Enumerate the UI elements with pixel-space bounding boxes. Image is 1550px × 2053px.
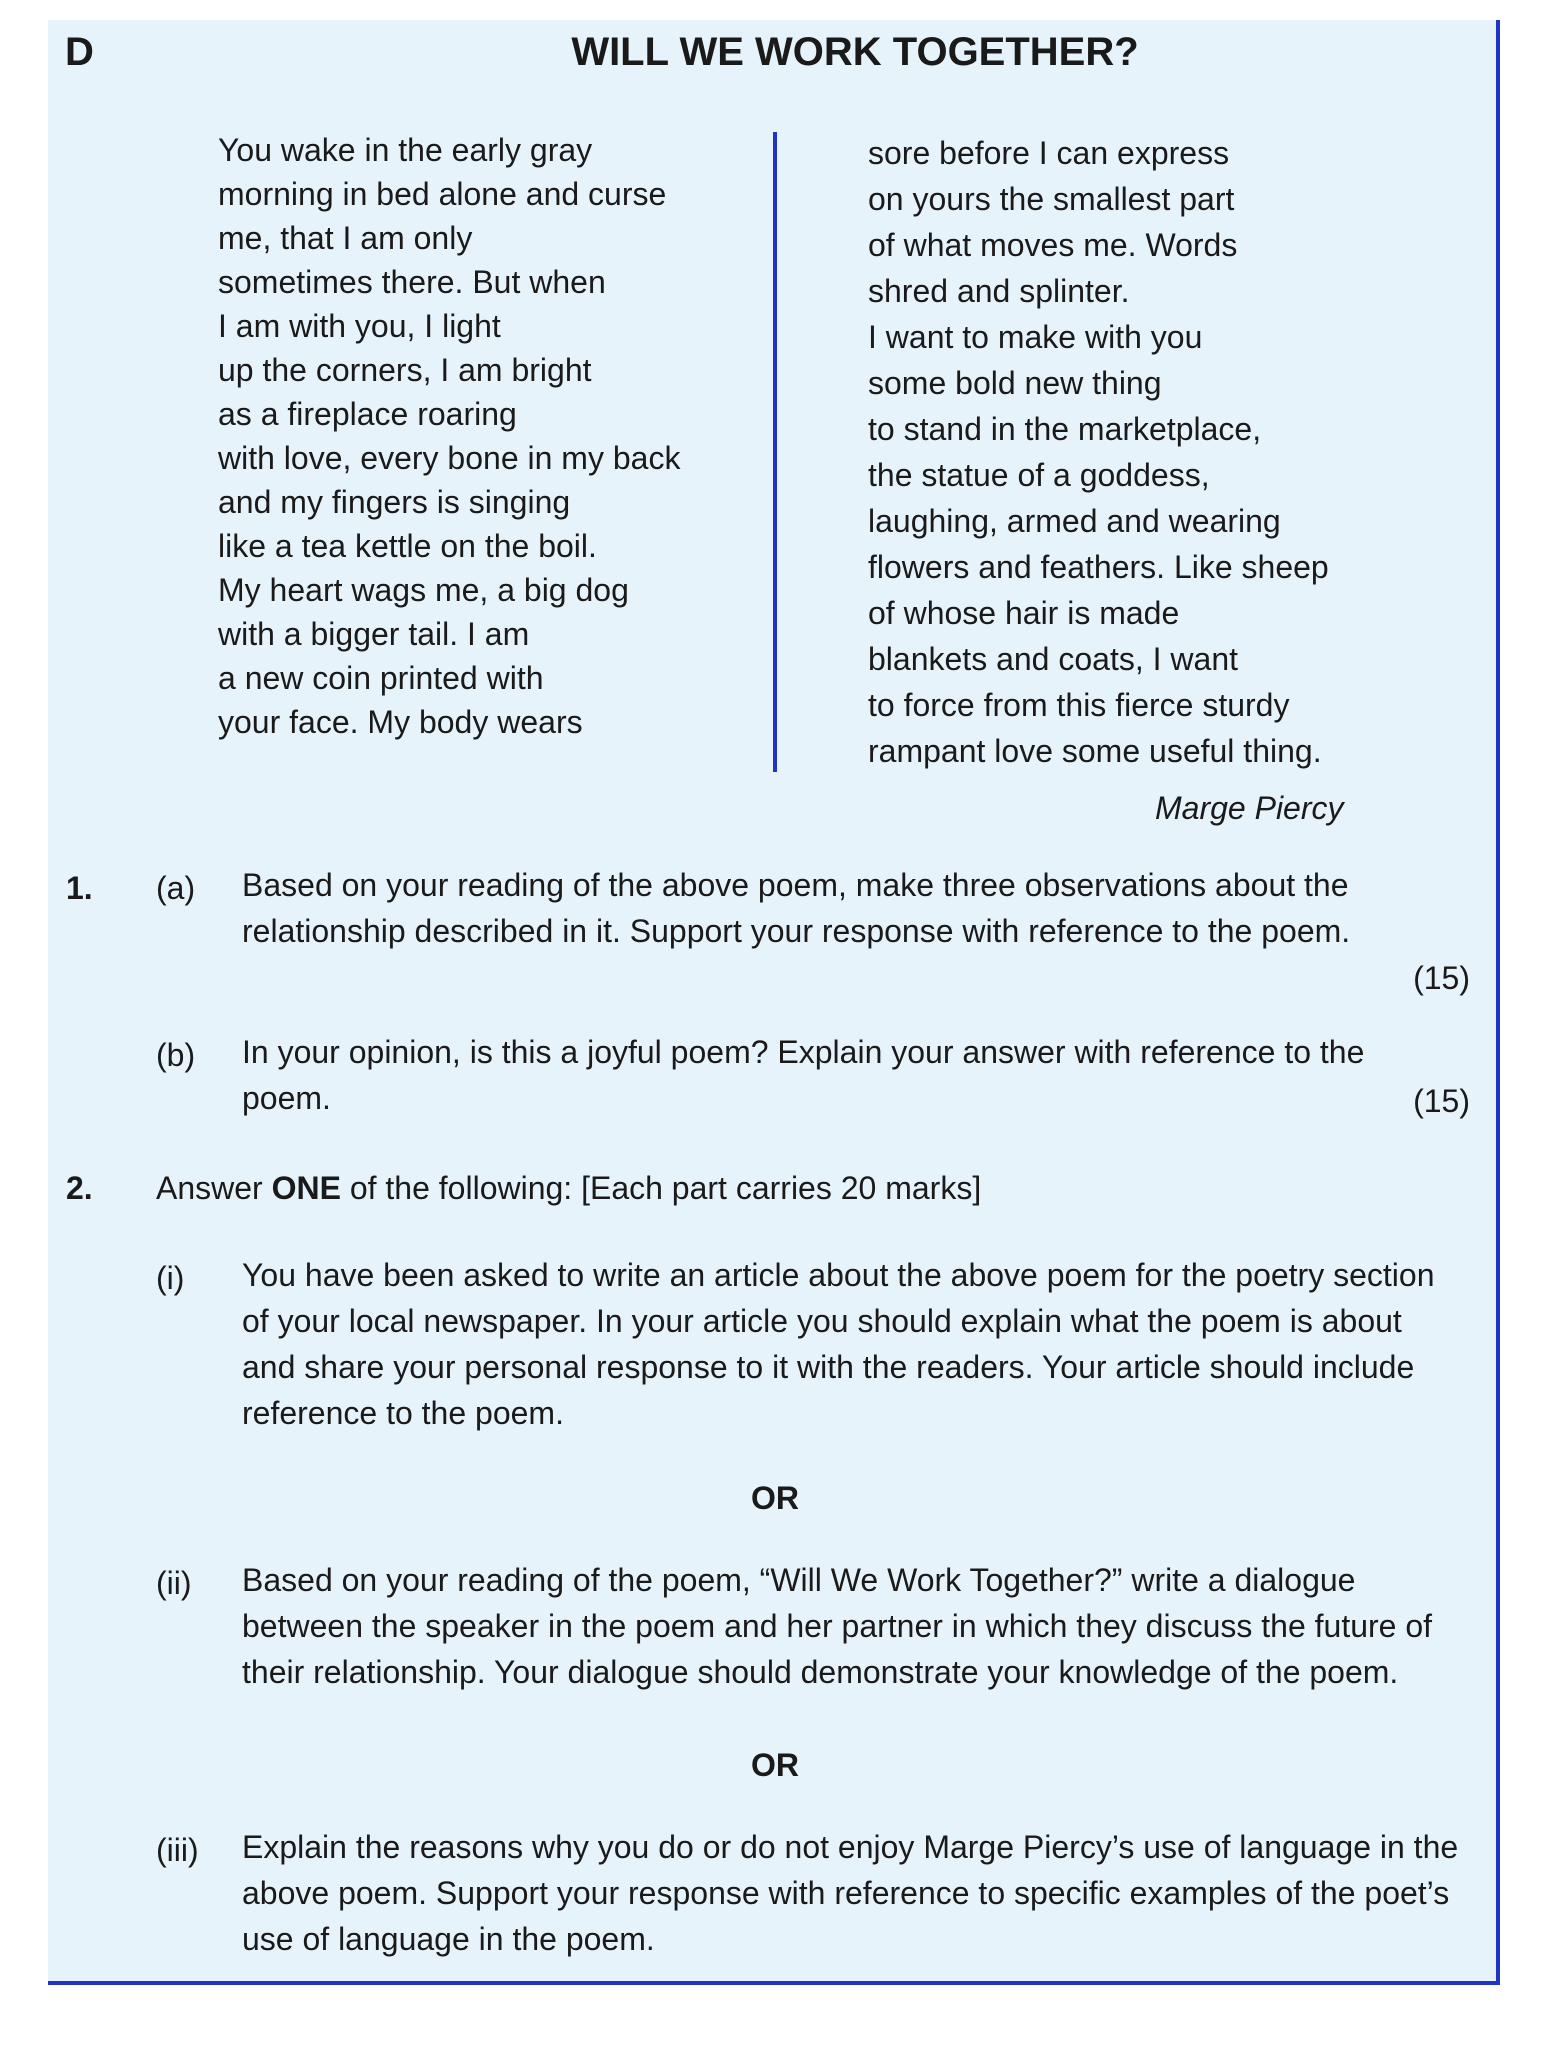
poem-line: me, that I am only — [218, 220, 473, 256]
question-2-intro — [156, 1170, 981, 1207]
poem-line: and my fingers is singing — [218, 484, 571, 520]
question-1a-label: (a) — [156, 870, 196, 906]
poem-line: with a bigger tail. I am — [218, 616, 530, 652]
poem-author: Marge Piercy — [1155, 790, 1344, 826]
poem-line: with love, every bone in my back — [218, 440, 681, 476]
or-separator-1: OR — [751, 1480, 799, 1516]
question-2i-label: (i) — [156, 1260, 185, 1296]
poem-line: laughing, armed and wearing — [868, 503, 1281, 539]
or-separator-2: OR — [751, 1747, 799, 1783]
poem-line: of whose hair is made — [868, 595, 1180, 631]
question-2iii-label: (iii) — [156, 1832, 199, 1868]
poem-right-column — [868, 130, 1329, 774]
poem-line: I am with you, I light — [218, 308, 501, 344]
question-1b-label: (b) — [156, 1037, 196, 1073]
poem-line: up the corners, I am bright — [218, 352, 592, 388]
question-1-number: 1. — [66, 870, 93, 906]
question-2ii-text: Based on your reading of the poem, “Will We Work Together?” write a dialogue between the speaker in the poem and her partner in which they discuss the future of their relationship. Your dialogue should demonstrate your knowledge of the poem. — [242, 1562, 1433, 1690]
poem-line: morning in bed alone and curse — [218, 176, 667, 212]
section-letter: D — [65, 30, 94, 74]
question-1a-marks: (15) — [1413, 960, 1470, 996]
poem-line: the statue of a goddess, — [868, 457, 1210, 493]
poem-line: to stand in the marketplace, — [868, 411, 1262, 447]
question-1b-marks: (15) — [1413, 1083, 1470, 1119]
question-2ii-label: (ii) — [156, 1565, 192, 1601]
question-1a-text: Based on your reading of the above poem, make three observations about the relationship described in it. Support your response with reference to the poem. — [242, 867, 1351, 949]
poem-line: blankets and coats, I want — [868, 641, 1238, 677]
poem-line: sometimes there. But when — [218, 264, 606, 300]
poem-line: some bold new thing — [868, 365, 1162, 401]
poem-line: shred and splinter. — [868, 273, 1130, 309]
poem-line: on yours the smallest part — [868, 181, 1235, 217]
poem-line: your face. My body wears — [218, 704, 583, 740]
question-1b-text: In your opinion, is this a joyful poem? Explain your answer with reference to the poem. — [242, 1034, 1365, 1116]
question-2-number: 2. — [66, 1170, 93, 1206]
question-2-intro-pre: Answer — [156, 1170, 272, 1206]
poem-line: flowers and feathers. Like sheep — [868, 549, 1329, 585]
poem-line: as a fireplace roaring — [218, 396, 517, 432]
poem-line: rampant love some useful thing. — [868, 733, 1322, 769]
poem-line: My heart wags me, a big dog — [218, 572, 629, 608]
poem-line: I want to make with you — [868, 319, 1203, 355]
poem-line: You wake in the early gray — [218, 132, 593, 168]
poem-title: WILL WE WORK TOGETHER? — [571, 30, 1139, 74]
poem-line: a new coin printed with — [218, 660, 544, 696]
poem-line: sore before I can express — [868, 135, 1230, 171]
poem-line: like a tea kettle on the boil. — [218, 528, 597, 564]
poem-left-column — [218, 128, 680, 744]
poem-line: to force from this fierce sturdy — [868, 687, 1290, 723]
column-divider — [773, 132, 777, 772]
poem-line: of what moves me. Words — [868, 227, 1238, 263]
question-2-intro-bold: ONE — [271, 1170, 341, 1206]
question-2-intro-post: of the following: [Each part carries 20 marks] — [340, 1170, 982, 1206]
question-2iii-text: Explain the reasons why you do or do not enjoy Marge Piercy’s use of language in the above poem. Support your response with reference to specific examples of the poet’s use of language in the poem. — [242, 1829, 1459, 1957]
question-2i-text: You have been asked to write an article about the above poem for the poetry section of your local newspaper. In your article you should explain what the poem is about and share your personal response to it with the readers. Your article should include reference to the poem. — [242, 1257, 1435, 1431]
